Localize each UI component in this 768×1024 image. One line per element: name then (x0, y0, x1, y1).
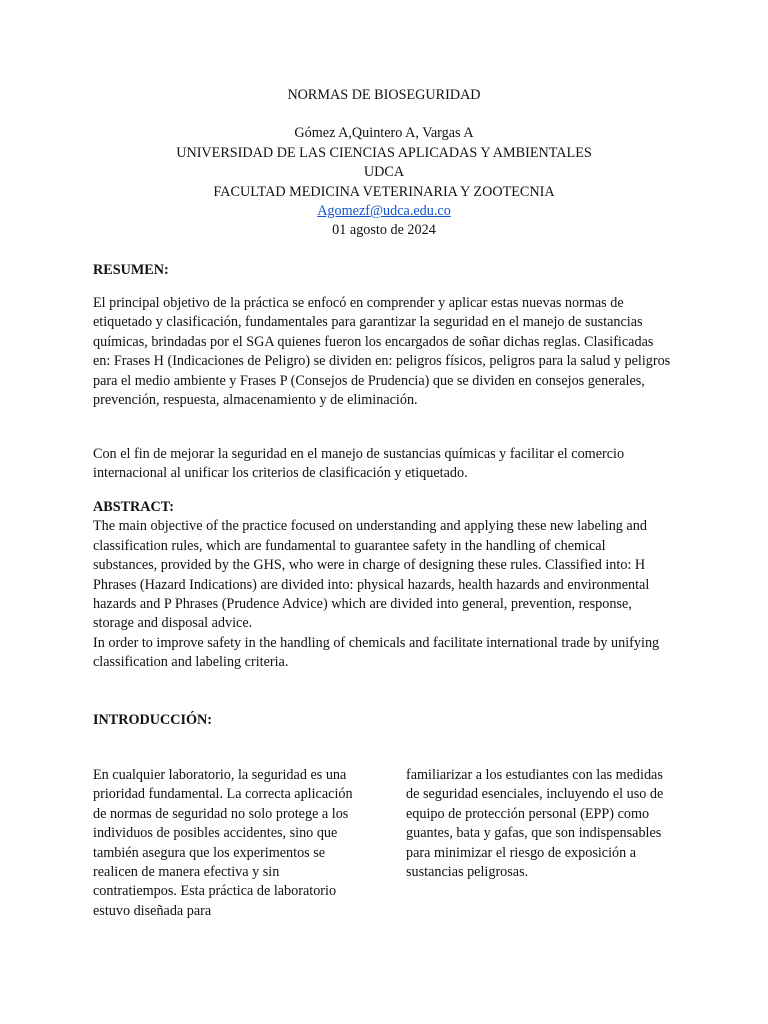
abstract-paragraph-2: In order to improve safety in the handling of chemicals and facilitate international trade by unifying classification and labeling criteria. (93, 634, 660, 671)
introduccion-column-right (406, 766, 676, 882)
faculty: FACULTAD MEDICINA VETERINARIA Y ZOOTECNIA (213, 183, 555, 200)
email-link[interactable]: Agomezf@udca.edu.co (317, 203, 451, 220)
spacer (0, 105, 768, 124)
university-acronym: UDCA (363, 164, 405, 181)
university: UNIVERSIDAD DE LAS CIENCIAS APLICADAS Y AMBIENTALES (176, 144, 592, 161)
document-date: 01 agosto de 2024 (332, 222, 436, 239)
authors: Gómez A,Quintero A, Vargas A (294, 125, 474, 142)
document-title: NORMAS DE BIOSEGURIDAD (287, 87, 481, 103)
introduccion-heading-wrap (93, 711, 673, 730)
introduccion-col1-text: En cualquier laboratorio, la seguridad es una prioridad fundamental. La correcta aplicación de normas de seguridad no solo protege a los individuos de posibles accidentes, sino que también asegura que los experimentos se realicen de manera efectiva y sin contratiempos. Esta práctica de laboratorio estuvo diseñada para (93, 767, 353, 919)
introduccion-column-left (93, 766, 363, 921)
resumen-paragraph-2: Con el fin de mejorar la seguridad en el manejo de sustancias químicas y facilitar el comercio internacional al unificar los criterios de clasificación y etiquetado. (93, 446, 625, 482)
resumen-section-2 (93, 445, 673, 484)
resumen-heading: RESUMEN: (93, 262, 169, 278)
introduccion-col2-text: familiarizar a los estudiantes con las medidas de seguridad esenciales, incluyendo el uso de equipo de protección personal (EPP) como guantes, bata y gafas, que son indispensables para minimizar el riesgo de exposición a sustancias peligrosas. (406, 767, 664, 881)
resumen-section (93, 294, 673, 410)
abstract-section (93, 498, 673, 673)
introduccion-heading: INTRODUCCIÓN: (93, 712, 213, 728)
resumen-paragraph-1: El principal objetivo de la práctica se enfocó en comprender y aplicar estas nuevas normas de etiquetado y clasificación, fundamentales para garantizar la seguridad en el manejo de sustancias químicas, brindadas por el SGA quienes fueron los encargados de soñar dichas reglas. Clasificadas en: Frases H (Indicaciones de Peligro) se dividen en: peligros físicos, peligros para la salud y peligros para el medio ambiente y Frases P (Consejos de Prudencia) que se dividen en consejos generales, prevención, respuesta, almacenamiento y de eliminación. (93, 295, 671, 409)
abstract-heading: ABSTRACT: (93, 499, 174, 515)
abstract-paragraph-1: The main objective of the practice focused on understanding and applying these new labeling and classification rules, which are fundamental to guarantee safety in the handling of chemical substances, provided by the GHS, who were in charge of designing these rules. Classified into: H Phrases (Hazard Indications) are divided into: physical hazards, health hazards and environmental hazards and P Phrases (Prudence Advice) which are divided into general, prevention, response, storage and disposal advice. (93, 518, 650, 632)
document-header (0, 86, 768, 241)
